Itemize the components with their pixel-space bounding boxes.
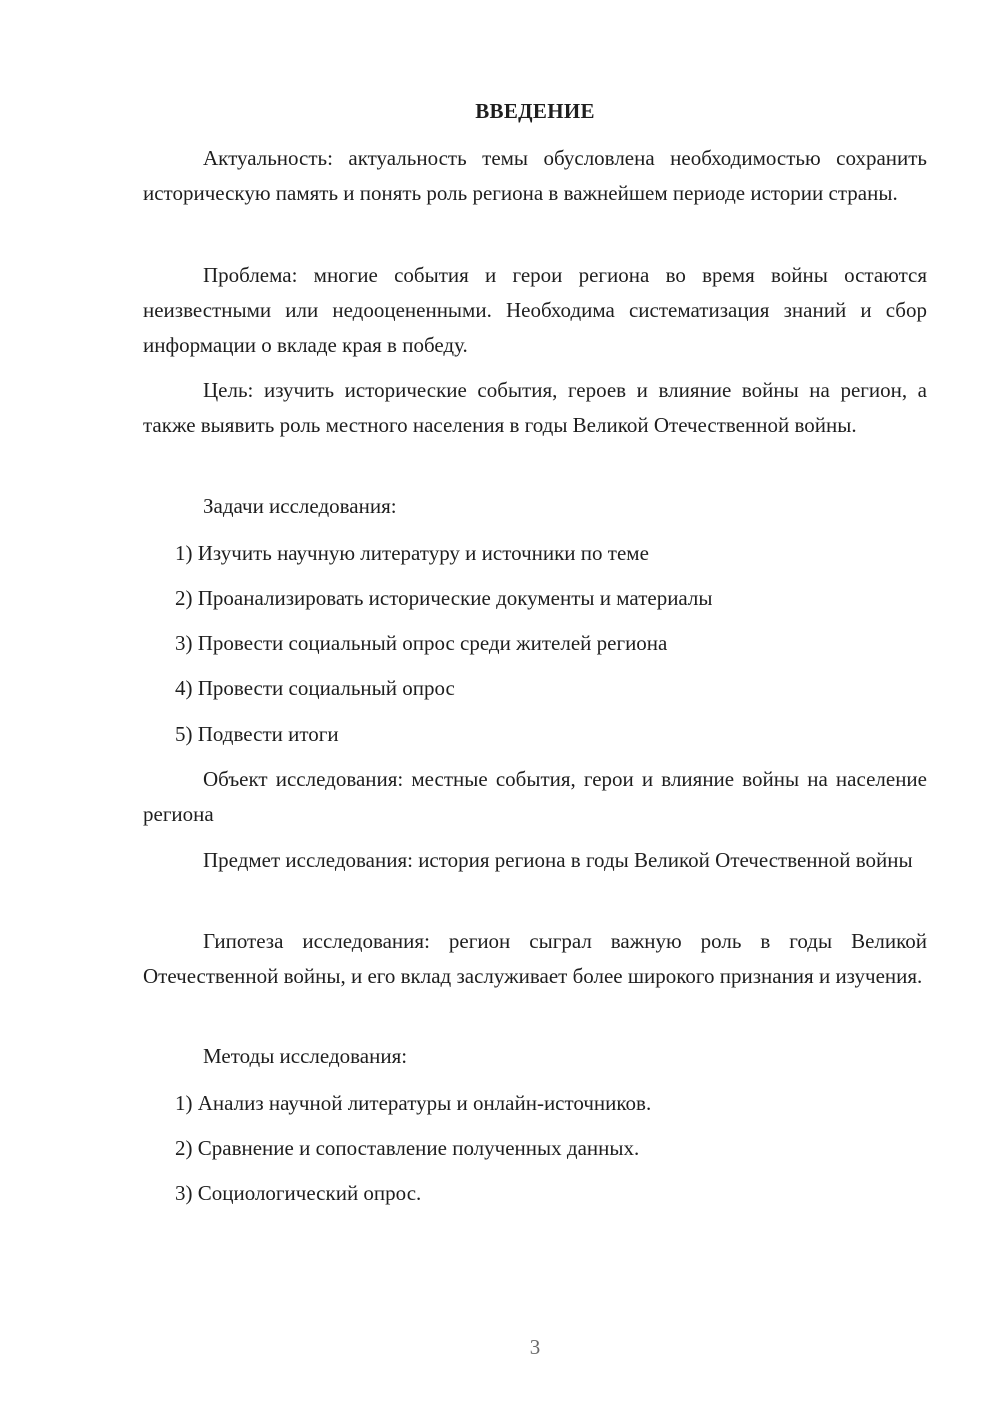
task-item: 1) Изучить научную литературу и источники по теме (175, 541, 649, 565)
method-item: 3) Социологический опрос. (175, 1181, 422, 1205)
goal-paragraph: Цель: изучить исторические события, героев и влияние войны на регион, а также выявить роль местного населения в годы Великой Отечественной войны. (143, 378, 927, 437)
methods-heading: Методы исследования: (203, 1044, 408, 1068)
problem-paragraph: Проблема: многие события и герои региона во время войны остаются неизвестными или недооцененными. Необходима систематизация знаний и сбор информации о вкладе края в победу. (143, 263, 927, 357)
page-number: 3 (529, 1335, 541, 1359)
hypothesis-paragraph: Гипотеза исследования: регион сыграл важную роль в годы Великой Отечественной войны, и его вклад заслуживает более широкого признания и изучения. (143, 929, 927, 988)
object-paragraph: Объект исследования: местные события, герои и влияние войны на население региона (143, 767, 927, 826)
subject-paragraph: Предмет исследования: история региона в годы Великой Отечественной войны (203, 848, 913, 872)
tasks-heading: Задачи исследования: (203, 494, 397, 518)
task-item: 5) Подвести итоги (175, 722, 339, 746)
method-item: 1) Анализ научной литературы и онлайн-источников. (175, 1091, 652, 1115)
relevance-paragraph: Актуальность: актуальность темы обусловлена необходимостью сохранить историческую память и понять роль региона в важнейшем периоде истории страны. (143, 146, 927, 205)
task-item: 2) Проанализировать исторические документы и материалы (175, 586, 713, 610)
document-page (143, 0, 927, 1414)
task-item: 3) Провести социальный опрос среди жителей региона (175, 631, 668, 655)
section-title: ВВЕДЕНИЕ (475, 99, 595, 123)
method-item: 2) Сравнение и сопоставление полученных данных. (175, 1136, 640, 1160)
task-item: 4) Провести социальный опрос (175, 676, 455, 700)
